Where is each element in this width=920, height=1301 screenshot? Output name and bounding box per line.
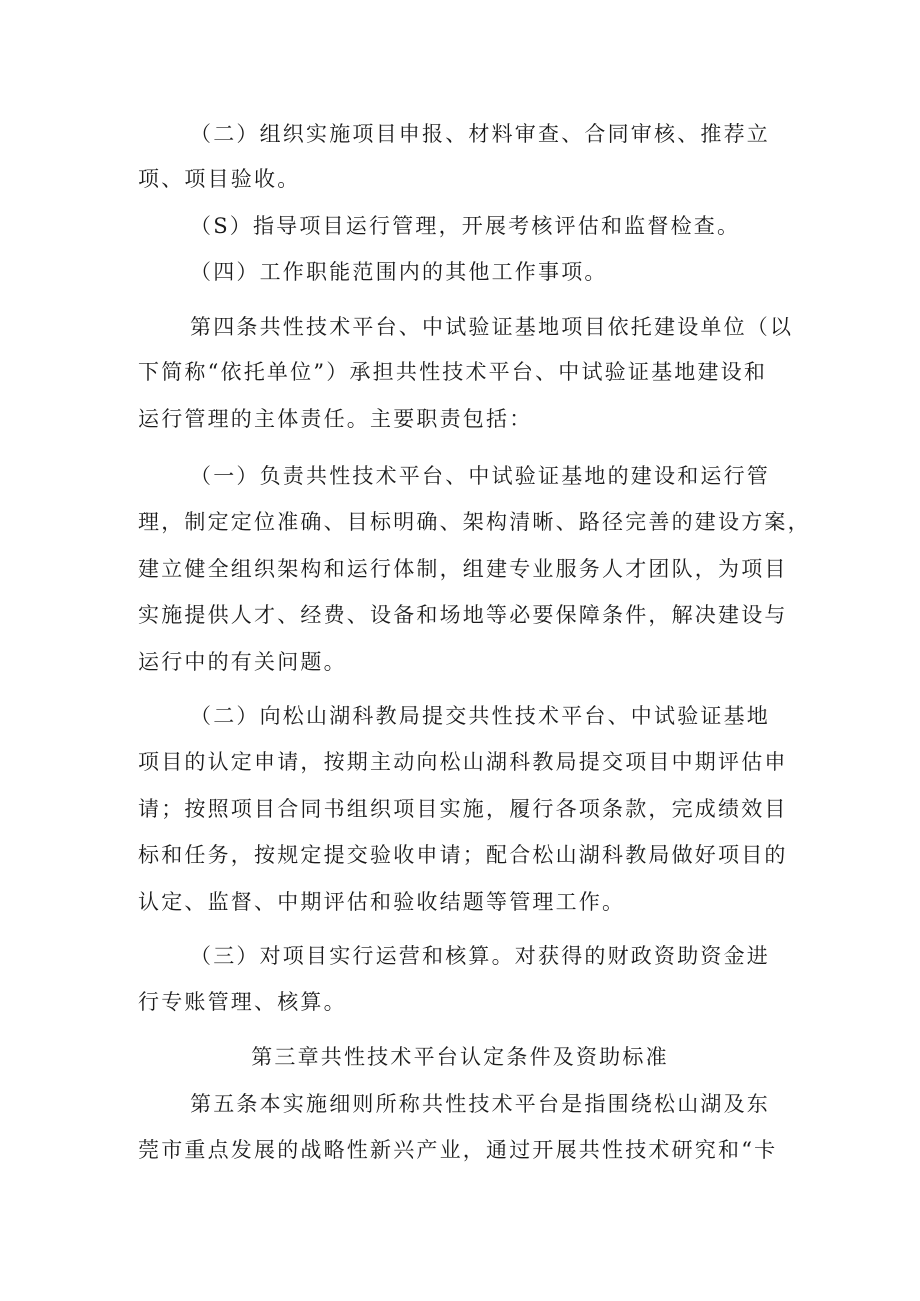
text-line: 第五条本实施细则所称共性技术平台是指围绕松山湖及东 — [190, 1092, 770, 1116]
text-line: （一）负责共性技术平台、中试验证基地的建设和运行管 — [190, 464, 770, 488]
text-line: 认定、监督、中期评估和验收结题等管理工作。 — [138, 890, 626, 914]
text-line: （四）工作职能范围内的其他工作事项。 — [190, 260, 608, 284]
text-line: 下简称“依托单位”）承担共性技术平台、中试验证基地建设和 — [138, 360, 768, 384]
text-line: 运行中的有关问题。 — [138, 650, 347, 674]
text-line: 建立健全组织架构和运行体制，组建专业服务人才团队，为项目 — [138, 557, 788, 581]
text-line: （二）向松山湖科教局提交共性技术平台、中试验证基地 — [190, 704, 770, 728]
text-line: （S）指导项目运行管理，开展考核评估和监督检查。 — [190, 214, 741, 238]
chapter-heading: 第三章共性技术平台认定条件及资助标准 — [251, 1045, 669, 1069]
text-line: 理，制定定位准确、目标明确、架构清晰、路径完善的建设方案， — [138, 510, 811, 534]
text-line: 项、项目验收。 — [138, 167, 301, 191]
text-line: 莞市重点发展的战略性新兴产业，通过开展共性技术研究和“卡 — [138, 1138, 778, 1162]
text-line: 运行管理的主体责任。主要职责包括： — [138, 407, 533, 431]
text-line: （二）组织实施项目申报、材料审查、合同审核、推荐立 — [190, 122, 770, 146]
text-line: 项目的认定申请，按期主动向松山湖科教局提交项目中期评估申 — [138, 750, 788, 774]
text-line: 实施提供人才、经费、设备和场地等必要保障条件，解决建设与 — [138, 603, 788, 627]
text-line: 标和任务，按规定提交验收申请；配合松山湖科教局做好项目的 — [138, 843, 788, 867]
text-line: 请；按照项目合同书组织项目实施，履行各项条款，完成绩效目 — [138, 797, 788, 821]
text-line: 行专账管理、核算。 — [138, 990, 347, 1014]
text-line: （三）对项目实行运营和核算。对获得的财政资助资金进 — [190, 944, 770, 968]
text-line: 第四条共性技术平台、中试验证基地项目依托建设单位（以 — [190, 315, 794, 339]
